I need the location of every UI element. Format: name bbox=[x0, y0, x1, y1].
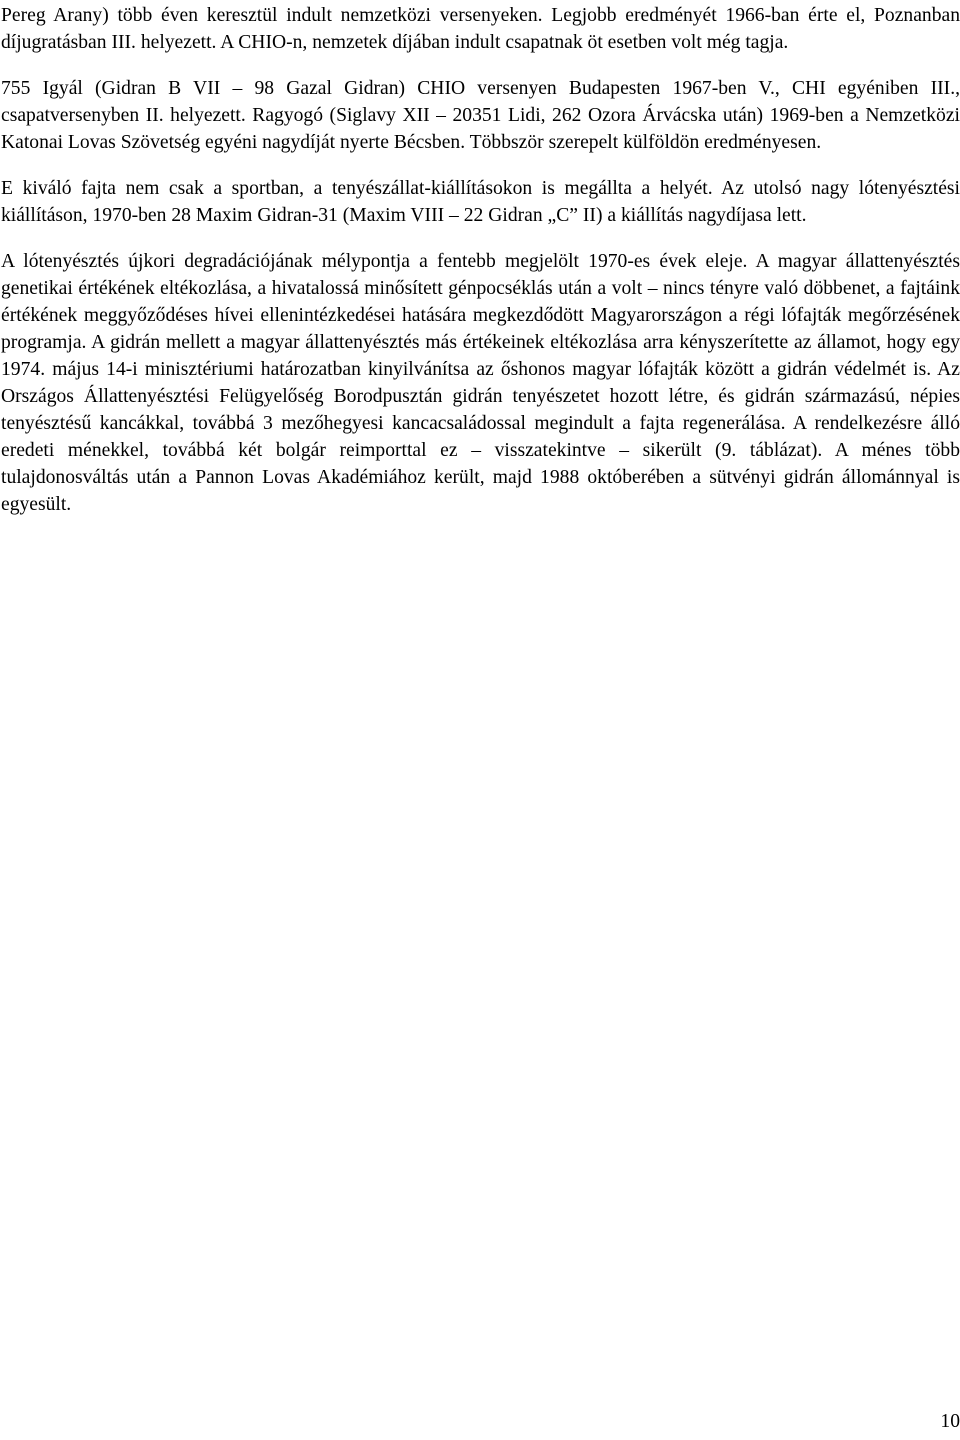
paragraph-3: E kiváló fajta nem csak a sportban, a tenyészállat-kiállításokon is megállta a helyét. Az utolsó nagy lótenyésztési kiállításon, 1970-ben 28 Maxim Gidran-31 (Maxim VIII – 22 Gidran „C” II) a kiállítás nagydíjasa lett. bbox=[1, 178, 960, 226]
body-text bbox=[0, 0, 960, 518]
paragraph-4: A lótenyésztés újkori degradációjának mélypontja a fentebb megjelölt 1970-es évek eleje. A magyar állattenyésztés genetikai értékének eltékozlása, a hivatalossá minősített génpocséklás után a volt – nincs tényre való döbbenet, a fajtáink értékének meggyőződéses hívei ellenintézkedései hatására megkezdődött Magyarországon a régi lófajták megőrzésének programja. A gidrán mellett a magyar állattenyésztés más értékeinek eltékozlása arra kényszerítette az államot, hogy egy 1974. május 14-i minisztériumi határozatban kinyilvánítsa az őshonos magyar lófajták között a gidrán védelmét is. Az Országos Állattenyésztési Felügyelőség Borodpusztán gidrán tenyészetet hozott létre, és gidrán származású, népies tenyésztésű kancákkal, továbbá 3 mezőhegyesi kancacsaládossal megindult a fajta regenerálása. A rendelkezésre álló eredeti ménekkel, továbbá két bolgár reimporttal ez – visszatekintve – sikerült (9. táblázat). A ménes több tulajdonosváltás után a Pannon Lovas Akadémiához került, majd 1988 októberében a sütvényi gidrán állománnyal is egyesült. bbox=[1, 251, 960, 515]
paragraph-2: 755 Igyál (Gidran B VII – 98 Gazal Gidran) CHIO versenyen Budapesten 1967-ben V., CHI egyéniben III., csapatversenyben II. helyezett. Ragyogó (Siglavy XII – 20351 Lidi, 262 Ozora Árvácska után) 1969-ben a Nemzetközi Katonai Lovas Szövetség egyéni nagydíját nyerte Bécsben. Többször szerepelt külföldön eredményesen. bbox=[1, 78, 960, 153]
page-number: 10 bbox=[940, 1411, 960, 1432]
paragraph-1: Pereg Arany) több éven keresztül indult nemzetközi versenyeken. Legjobb eredményét 1966-ban érte el, Poznanban díjugratásban III. helyezett. A CHIO-n, nemzetek díjában indult csapatnak öt esetben volt még tagja. bbox=[1, 5, 960, 53]
